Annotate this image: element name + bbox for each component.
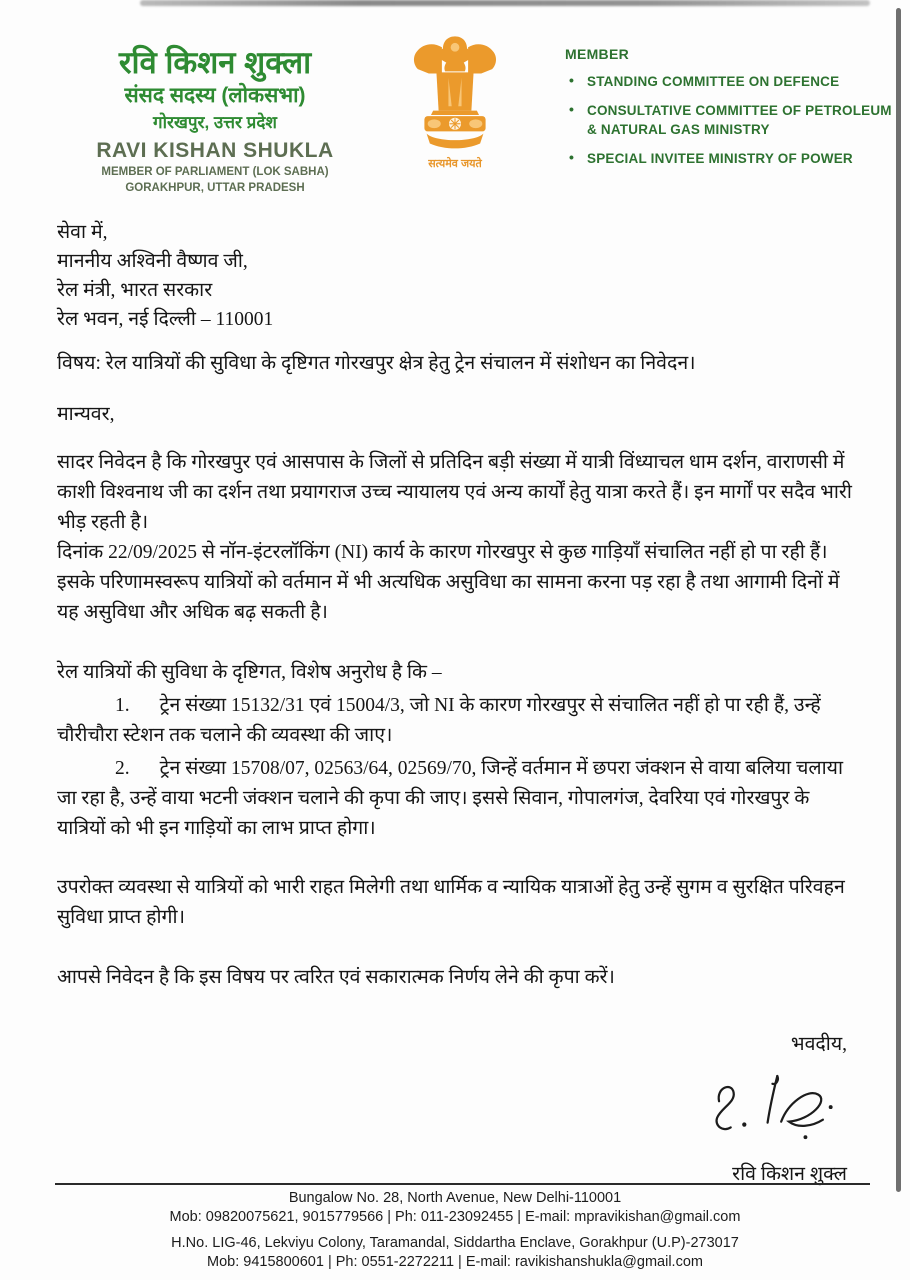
mp-name-english: RAVI KISHAN SHUKLA (96, 139, 334, 162)
request-intro: रेल यात्रियों की सुविधा के दृष्टिगत, विशेष अनुरोध है कि – (57, 662, 442, 683)
national-emblem (393, 32, 517, 171)
membership-label: CONSULTATIVE COMMITTEE OF PETROLEUM & NATURAL GAS MINISTRY (587, 103, 892, 137)
paragraph-2: दिनांक 22/09/2025 से नॉन-इंटरलॉकिंग (NI) कार्य के कारण गोरखपुर से कुछ गाड़ियाँ संचालित नहीं हो पा रही हैं। इसके परिणामस्वरूप यात्रियों को वर्तमान में भी अत्यधिक असुविधा का सामना करना पड़ रहा है तथा आगामी दिनों में यह असुविधा और अधिक बढ़ सकती है। (57, 542, 840, 623)
membership-label: STANDING COMMITTEE ON DEFENCE (587, 74, 840, 89)
membership-label: SPECIAL INVITEE MINISTRY OF POWER (587, 151, 853, 166)
mp-name-hindi: रवि किशन शुक्ला (118, 45, 312, 80)
bullet-icon: • (569, 101, 575, 117)
subject-line: विषय: रेल यात्रियों की सुविधा के दृष्टिगत गोरखपुर क्षेत्र हेतु ट्रेन संचालन में संशोधन का निवेदन। (57, 353, 696, 374)
recipient-address (57, 218, 857, 334)
address-line: सेवा में, (57, 222, 108, 243)
letterhead-identity (70, 44, 360, 196)
address-line: माननीय अश्विनी वैष्णव जी, (57, 251, 248, 272)
address-line: रेल मंत्री, भारत सरकार (57, 280, 213, 301)
member-heading: MEMBER (565, 46, 630, 62)
letter-footer (0, 1183, 910, 1272)
point-number: 1. (115, 695, 130, 716)
signature-area (57, 1066, 857, 1158)
bullet-icon: • (569, 72, 575, 88)
mp-designation-english: MEMBER OF PARLIAMENT (LOK SABHA) (101, 166, 329, 178)
membership-list (565, 72, 900, 168)
point-text: ट्रेन संख्या 15132/31 एवं 15004/3, जो NI के कारण गोरखपुर से संचालित नहीं हो पा रही हैं, उन्हें चौरीचौरा स्टेशन तक चलाने की व्यवस्था की जाए। (57, 695, 821, 746)
mp-constituency-hindi: गोरखपुर, उत्तर प्रदेश (153, 113, 277, 132)
footer-gorakhpur-contacts: Mob: 9415800601 | Ph: 0551-2272211 | E-mail: ravikishanshukla@gmail.com (207, 1254, 703, 1270)
paragraph-4: आपसे निवेदन है कि इस विषय पर त्वरित एवं सकारात्मक निर्णय लेने की कृपा करें। (57, 967, 615, 988)
footer-divider (55, 1183, 870, 1185)
bullet-icon: • (569, 149, 575, 165)
paragraph-3: उपरोक्त व्यवस्था से यात्रियों को भारी राहत मिलेगी तथा धार्मिक व न्यायिक यात्राओं हेतु उन्हें सुगम व सुरक्षित परिवहन सुविधा प्राप्त होगी। (57, 877, 845, 928)
greeting: मान्यवर, (57, 404, 115, 425)
request-point-1 (57, 691, 857, 751)
closing: भवदीय, (790, 1034, 847, 1055)
membership-item (565, 149, 900, 168)
letterhead (0, 0, 910, 200)
emblem-caption: सत्यमेव जयते (428, 158, 482, 170)
letter-content (57, 218, 857, 1190)
request-point-2 (57, 754, 857, 844)
mp-designation-hindi: संसद सदस्य (लोकसभा) (124, 84, 306, 107)
footer-gorakhpur-address: H.No. LIG-46, Lekviyu Colony, Taramandal, Siddartha Enclave, Gorakhpur (U.P)-273017 (171, 1235, 739, 1251)
membership-item (565, 101, 900, 139)
point-number: 2. (115, 758, 130, 779)
address-line: रेल भवन, नई दिल्ली – 110001 (57, 309, 274, 330)
ashoka-emblem-icon (400, 32, 510, 150)
membership-panel (565, 46, 900, 178)
membership-item (565, 72, 900, 91)
footer-delhi-contacts: Mob: 09820075621, 9015779566 | Ph: 011-23092455 | E-mail: mpravikishan@gmail.com (169, 1209, 741, 1225)
paragraph-1: सादर निवेदन है कि गोरखपुर एवं आसपास के जिलों से प्रतिदिन बड़ी संख्या में यात्री विंध्याचल धाम दर्शन, वाराणसी में काशी विश्वनाथ जी का दर्शन तथा प्रयागराज उच्च न्यायालय एवं अन्य कार्यों हेतु यात्रा करते हैं। इन मार्गों पर सदैव भारी भीड़ रहती है। (57, 452, 852, 533)
point-text: ट्रेन संख्या 15708/07, 02563/64, 02569/70, जिन्हें वर्तमान में छपरा जंक्शन से वाया बलिया चलाया जा रहा है, उन्हें वाया भटनी जंक्शन चलाने की कृपा की जाए। इससे सिवान, गोपालगंज, देवरिया एवं गोरखपुर के यात्रियों को भी इन गाड़ियों का लाभ प्राप्त होगा। (57, 758, 843, 839)
footer-delhi-address: Bungalow No. 28, North Avenue, New Delhi-110001 (288, 1190, 622, 1206)
signature-image (688, 1066, 853, 1154)
mp-constituency-english: GORAKHPUR, UTTAR PRADESH (125, 182, 305, 194)
signatory-name: रवि किशन शुक्ल (732, 1164, 847, 1185)
